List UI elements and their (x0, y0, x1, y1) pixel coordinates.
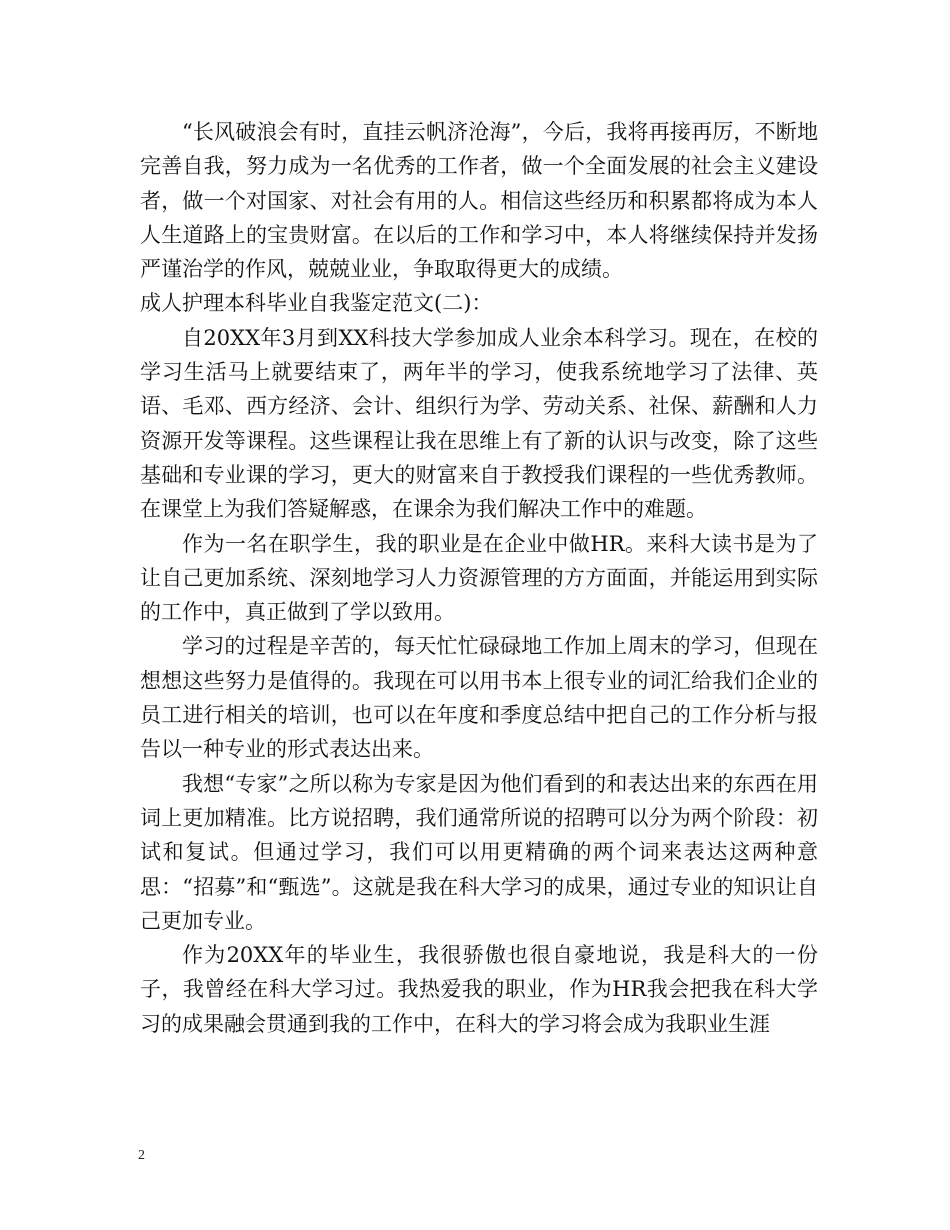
paragraph-effort: 学习的过程是辛苦的，每天忙忙碌碌地工作加上周末的学习，但现在想想这些努力是值得的。我现在可以用书本上很专业的词汇给我们企业的员工进行相关的培训，也可以在年度和季度总结中把自己的工作分析与报告以一种专业的形式表达出来。 (140, 634, 818, 762)
page-number: 2 (138, 1148, 145, 1163)
paragraph-graduate: 作为20XX年的毕业生，我很骄傲也很自豪地说，我是科大的一份子，我曾经在科大学习过。我热爱我的职业，作为HR我会把我在科大学习的成果融会贯通到我的工作中，在科大的学习将会成为我职业生涯 (140, 943, 818, 1036)
section-heading: 成人护理本科毕业自我鉴定范文(二)： (140, 291, 493, 316)
paragraph-expert: 我想“专家”之所以称为专家是因为他们看到的和表达出来的东西在用词上更加精准。比方说招聘，我们通常所说的招聘可以分为两个阶段：初试和复试。但通过学习，我们可以用更精确的两个词来表达这两种意思：“招募”和“甄选”。这就是我在科大学习的成果，通过专业的知识让自己更加专业。 (140, 771, 818, 933)
document-body (140, 115, 818, 1041)
paragraph-study-overview: 自20XX年3月到XX科技大学参加成人业余本科学习。现在，在校的学习生活马上就要结束了，两年半的学习，使我系统地学习了法律、英语、毛邓、西方经济、会计、组织行为学、劳动关系、社保、薪酬和人力资源开发等课程。这些课程让我在思维上有了新的认识与改变，除了这些基础和专业课的学习，更大的财富来自于教授我们课程的一些优秀教师。在课堂上为我们答疑解惑，在课余为我们解决工作中的难题。 (140, 325, 818, 522)
paragraph-closing: “长风破浪会有时，直挂云帆济沧海”，今后，我将再接再厉，不断地完善自我，努力成为一名优秀的工作者，做一个全面发展的社会主义建设者，做一个对国家、对社会有用的人。相信这些经历和积累都将成为本人人生道路上的宝贵财富。在以后的工作和学习中，本人将继续保持并发扬严谨治学的作风，兢兢业业，争取取得更大的成绩。 (140, 120, 818, 282)
paragraph-career: 作为一名在职学生，我的职业是在企业中做HR。来科大读书是为了让自己更加系统、深刻地学习人力资源管理的方方面面，并能运用到实际的工作中，真正做到了学以致用。 (140, 531, 818, 625)
